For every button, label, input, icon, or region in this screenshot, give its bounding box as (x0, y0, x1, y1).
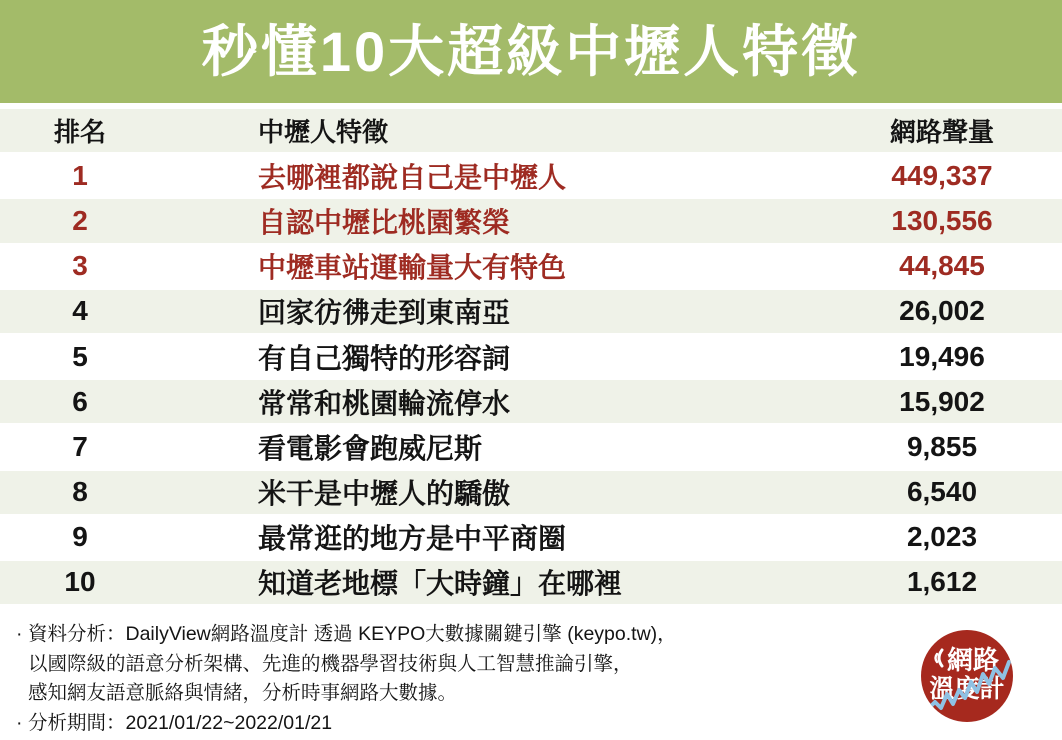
table-row (0, 516, 1062, 559)
rank-cell: 8 (72, 476, 88, 508)
table-row (0, 559, 1062, 606)
feature-cell: 看電影會跑威尼斯 (258, 432, 483, 464)
table-row (0, 378, 1062, 425)
table-row (0, 335, 1062, 378)
rank-cell: 6 (72, 385, 88, 417)
logo-text-top: 網路 (946, 645, 1000, 675)
feature-cell: 常常和桃園輪流停水 (258, 387, 511, 419)
table-row (0, 469, 1062, 516)
volume-cell: 6,540 (906, 476, 978, 508)
footer (0, 606, 1062, 740)
footer-line-text: 分析期間：2021/01/22~2022/01/21 (28, 711, 333, 734)
rank-cell: 3 (72, 250, 88, 282)
feature-cell: 中壢車站運輸量大有特色 (258, 252, 567, 284)
ranking-table (0, 107, 1062, 606)
logo-text-bottom: 溫度計 (929, 675, 1005, 703)
footer-line-text: 感知網友語意脈絡與情緒，分析時事網路大數據。 (28, 682, 458, 704)
rank-cell: 9 (72, 521, 88, 553)
table-row (0, 197, 1062, 244)
footer-line (28, 679, 1062, 709)
rank-cell: 2 (72, 204, 88, 236)
volume-cell: 449,337 (891, 159, 993, 191)
volume-cell: 2,023 (906, 521, 978, 553)
column-header-volume: 網路聲量 (889, 117, 994, 148)
volume-cell: 26,002 (899, 295, 985, 327)
footer-line (16, 620, 1062, 650)
volume-cell: 9,855 (906, 430, 978, 462)
feature-cell: 自認中壢比桃園繁榮 (258, 206, 511, 238)
rank-cell: 7 (72, 430, 88, 462)
volume-cell: 44,845 (899, 250, 985, 282)
rank-cell: 5 (72, 340, 88, 372)
footer-line (16, 709, 1062, 739)
table-row (0, 154, 1062, 197)
rank-cell: 10 (64, 566, 96, 598)
source-note (0, 606, 1062, 738)
table-header-row (0, 107, 1062, 154)
footer-line (28, 650, 1062, 680)
column-header-rank: 排名 (53, 117, 106, 148)
volume-cell: 130,556 (891, 204, 993, 236)
table-row (0, 245, 1062, 288)
title-banner (0, 0, 1062, 103)
rank-cell: 4 (72, 295, 88, 327)
footer-line-text: 資料分析：DailyView網路溫度計 透過 KEYPO大數據關鍵引擎 (keypo.tw)， (28, 623, 677, 645)
volume-cell: 1,612 (906, 566, 978, 598)
page-title: 秒懂10大超級中壢人特徵 (201, 19, 861, 83)
volume-cell: 19,496 (899, 340, 985, 372)
feature-cell: 去哪裡都說自己是中壢人 (258, 161, 567, 193)
feature-cell: 最常逛的地方是中平商圈 (258, 523, 567, 555)
table-row (0, 425, 1062, 468)
table-row (0, 288, 1062, 335)
volume-cell: 15,902 (899, 385, 985, 417)
footer-line-text: 以國際級的語意分析架構、先進的機器學習技術與人工智慧推論引擎， (28, 652, 633, 675)
column-header-feature: 中壢人特徵 (258, 117, 389, 148)
feature-cell: 知道老地標「大時鐘」在哪裡 (258, 568, 623, 600)
feature-cell: 有自己獨特的形容詞 (258, 342, 511, 374)
feature-cell: 回家彷彿走到東南亞 (258, 297, 511, 329)
bullet: · (16, 711, 23, 734)
dailyview-logo (919, 628, 1015, 724)
bullet: · (16, 623, 23, 645)
rank-cell: 1 (72, 159, 88, 191)
feature-cell: 米干是中壢人的驕傲 (258, 478, 511, 510)
